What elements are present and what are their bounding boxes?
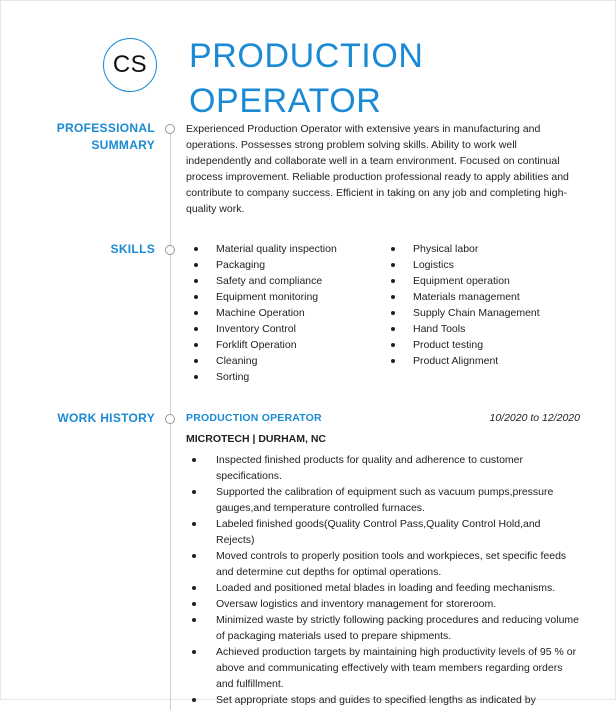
duty-item: Loaded and positioned metal blades in loading and feeding mechanisms. [186,580,581,596]
summary-text: Experienced Production Operator with extensive years in manufacturing and operations. Possesses strong problem solving skills. Ability to work well independently and collaborate well in a team environment. Focused on continual process improvement. Reliable production professional ready to apply abilities and contribute to company success. Efficient in taking on any job and completing high-quality work. [186,123,569,215]
skill-item: Cleaning [188,353,378,369]
skill-item: Safety and compliance [188,273,378,289]
skills-timeline-dot [165,245,175,255]
skills-section-label: SKILLS [110,242,155,256]
skill-item: Product Alignment [385,353,585,369]
skill-item: Product testing [385,337,585,353]
initials-avatar [103,38,157,92]
name-line-2: OPERATOR [189,82,382,120]
duty-item: Labeled finished goods(Quality Control Pass,Quality Control Hold,and Rejects) [186,516,581,548]
job-company: MICROTECH | DURHAM, NC [186,433,327,445]
skill-item: Material quality inspection [188,241,378,257]
job-title: PRODUCTION OPERATOR [186,412,322,424]
summary-timeline-dot [165,124,175,134]
skill-item: Equipment operation [385,273,585,289]
work-history-section-label: WORK HISTORY [57,411,155,425]
initials-text: CS [112,51,148,78]
skills-list-right [385,241,585,369]
duty-item: Supported the calibration of equipment such as vacuum pumps,pressure gauges,and temperature controlled furnaces. [186,484,581,516]
resume-name-heading [189,34,569,124]
skill-item: Sorting [188,369,378,385]
skill-item: Hand Tools [385,321,585,337]
skill-item: Equipment monitoring [188,289,378,305]
skill-item: Logistics [385,257,585,273]
skill-item: Supply Chain Management [385,305,585,321]
duty-item: Inspected finished products for quality and adherence to customer specifications. [186,452,581,484]
summary-section-label [57,120,155,154]
duty-item: Oversaw logistics and inventory management for storeroom. [186,596,581,612]
skill-item: Packaging [188,257,378,273]
duty-item: Moved controls to properly position tools and workpieces, set specific feeds and determine cut depths for optimal operations. [186,548,581,580]
skill-item: Physical labor [385,241,585,257]
duty-item: Minimized waste by strictly following packing procedures and reducing volume of packaging materials used to prepare shipments. [186,612,581,644]
name-line-1: PRODUCTION [189,37,424,75]
skills-list-left [188,241,378,385]
duty-item: Set appropriate stops and guides to specified lengths as indicated by [186,692,581,708]
skill-item: Inventory Control [188,321,378,337]
duty-item: Achieved production targets by maintaining high productivity levels of 95 % or above and communicating effectively with team members regarding orders and fulfillment. [186,644,581,692]
job-duties-list [186,452,581,708]
job-dates: 10/2020 to 12/2020 [489,412,580,424]
work-history-timeline-dot [165,414,175,424]
summary-label-line-2: SUMMARY [91,138,155,152]
skill-item: Forklift Operation [188,337,378,353]
skill-item: Machine Operation [188,305,378,321]
skill-item: Materials management [385,289,585,305]
summary-label-line-1: PROFESSIONAL [56,121,155,135]
